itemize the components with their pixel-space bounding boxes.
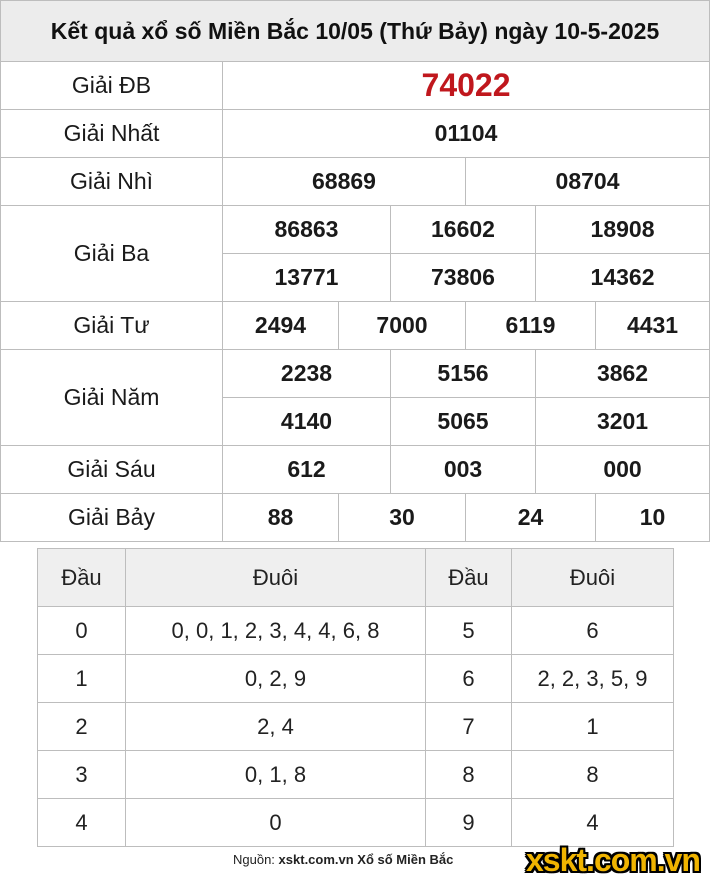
prize-label-db: Giải ĐB	[1, 62, 223, 110]
source-label: Nguồn:	[233, 852, 275, 867]
loto-duoi: 2, 4	[126, 703, 426, 751]
prize-number: 86863	[223, 206, 391, 254]
prize-number: 000	[536, 446, 710, 494]
footer	[0, 840, 711, 878]
prize-row-tu	[1, 302, 710, 350]
prize-number: 612	[223, 446, 391, 494]
loto-table	[37, 548, 674, 847]
special-prize-number: 74022	[223, 62, 710, 110]
prize-number: 30	[339, 494, 466, 542]
loto-dau: 7	[426, 703, 512, 751]
loto-dau: 1	[38, 655, 126, 703]
prize-row-nhat	[1, 110, 710, 158]
loto-duoi: 4	[512, 799, 674, 847]
prize-number: 08704	[466, 158, 710, 206]
prize-row-bay	[1, 494, 710, 542]
prize-number: 01104	[223, 110, 710, 158]
prize-row-nhi	[1, 158, 710, 206]
prize-number: 18908	[536, 206, 710, 254]
loto-dau: 0	[38, 607, 126, 655]
prize-row-db	[1, 62, 710, 110]
prize-label-tu: Giải Tư	[1, 302, 223, 350]
loto-duoi: 0, 1, 8	[126, 751, 426, 799]
loto-dau: 3	[38, 751, 126, 799]
title-row	[1, 1, 710, 62]
prize-number: 16602	[391, 206, 536, 254]
loto-row	[38, 655, 674, 703]
prize-number: 4140	[223, 398, 391, 446]
loto-row	[38, 607, 674, 655]
source-credit	[233, 852, 453, 867]
prize-row-nam-1	[1, 350, 710, 398]
prize-number: 3201	[536, 398, 710, 446]
prize-label-nhi: Giải Nhì	[1, 158, 223, 206]
loto-duoi: 0, 0, 1, 2, 3, 4, 4, 6, 8	[126, 607, 426, 655]
prize-number: 68869	[223, 158, 466, 206]
loto-header-dau: Đầu	[426, 549, 512, 607]
loto-duoi: 0, 2, 9	[126, 655, 426, 703]
loto-duoi: 2, 2, 3, 5, 9	[512, 655, 674, 703]
source-site-link[interactable]: xskt.com.vn Xổ số Miền Bắc	[278, 852, 454, 867]
prize-number: 5156	[391, 350, 536, 398]
prize-number: 4431	[596, 302, 710, 350]
loto-row	[38, 703, 674, 751]
loto-header-duoi: Đuôi	[126, 549, 426, 607]
loto-dau: 2	[38, 703, 126, 751]
loto-dau: 9	[426, 799, 512, 847]
prize-number: 14362	[536, 254, 710, 302]
loto-dau: 8	[426, 751, 512, 799]
prize-number: 73806	[391, 254, 536, 302]
prize-row-ba-1	[1, 206, 710, 254]
prize-label-ba: Giải Ba	[1, 206, 223, 302]
loto-header-dau: Đầu	[38, 549, 126, 607]
prize-number: 2238	[223, 350, 391, 398]
loto-dau: 4	[38, 799, 126, 847]
loto-duoi: 0	[126, 799, 426, 847]
prize-number: 003	[391, 446, 536, 494]
loto-duoi: 6	[512, 607, 674, 655]
prize-number: 6119	[466, 302, 596, 350]
loto-row	[38, 751, 674, 799]
prize-number: 24	[466, 494, 596, 542]
loto-dau: 6	[426, 655, 512, 703]
prize-number: 5065	[391, 398, 536, 446]
loto-duoi: 1	[512, 703, 674, 751]
prize-label-nhat: Giải Nhất	[1, 110, 223, 158]
page-title: Kết quả xổ số Miền Bắc 10/05 (Thứ Bảy) ngày 10-5-2025	[1, 1, 710, 62]
loto-header-duoi: Đuôi	[512, 549, 674, 607]
loto-header-row	[38, 549, 674, 607]
prize-row-sau	[1, 446, 710, 494]
prize-label-bay: Giải Bảy	[1, 494, 223, 542]
loto-dau: 5	[426, 607, 512, 655]
prize-number: 3862	[536, 350, 710, 398]
prize-number: 88	[223, 494, 339, 542]
loto-duoi: 8	[512, 751, 674, 799]
prize-number: 13771	[223, 254, 391, 302]
site-logo: xskt.com.vn	[526, 842, 700, 878]
prize-label-sau: Giải Sáu	[1, 446, 223, 494]
prize-label-nam: Giải Năm	[1, 350, 223, 446]
prize-number: 10	[596, 494, 710, 542]
prize-number: 2494	[223, 302, 339, 350]
prize-number: 7000	[339, 302, 466, 350]
